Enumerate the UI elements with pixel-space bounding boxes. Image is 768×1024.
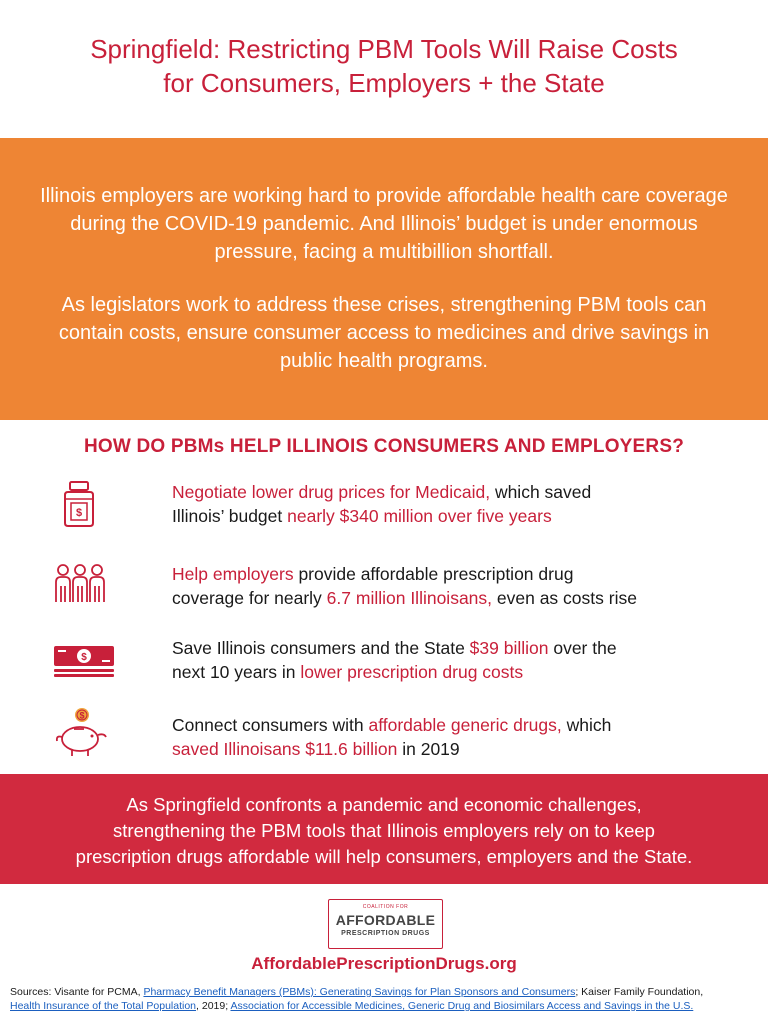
intro-paragraph-1: Illinois employers are working hard to provide affordable health care coverage during the COVID-19 pandemic. And Illinois’ budget is under enormous pressure, facing a multibillion shortfall. bbox=[40, 185, 728, 263]
source-link-health-insurance[interactable]: Health Insurance of the Total Population bbox=[10, 1000, 197, 1012]
coalition-logo bbox=[328, 899, 443, 949]
website-link[interactable]: AffordablePrescriptionDrugs.org bbox=[251, 954, 517, 973]
intro-panel bbox=[0, 138, 768, 420]
medicine-bottle-icon bbox=[52, 480, 108, 532]
benefit-text-part: provide affordable prescription drug bbox=[293, 564, 574, 584]
benefit-text-part: over the bbox=[548, 638, 617, 658]
closing-line: As Springfield confronts a pandemic and economic challenges, bbox=[126, 794, 642, 815]
closing-line: prescription drugs affordable will help consumers, employers and the State. bbox=[75, 846, 693, 867]
closing-line: strengthening the PBM tools that Illinois employers rely on to keep bbox=[113, 820, 655, 841]
benefit-text bbox=[172, 713, 732, 761]
svg-text:$: $ bbox=[75, 507, 83, 519]
benefit-highlight: lower prescription drug costs bbox=[300, 662, 524, 682]
sources-text: ; Kaiser Family Foundation, bbox=[575, 986, 704, 998]
logo-top-text: COALITION FOR bbox=[362, 904, 409, 910]
intro-paragraph-2: As legislators work to address these crises, strengthening PBM tools can contain costs, ensure consumer access to medicines and drive savings in public health programs. bbox=[58, 294, 710, 372]
benefit-highlight: 6.7 million Illinoisans, bbox=[326, 588, 493, 608]
money-stack-icon bbox=[52, 636, 108, 688]
benefit-text bbox=[172, 636, 732, 684]
title-line-1: Springfield: Restricting PBM Tools Will Raise Costs bbox=[90, 34, 678, 64]
benefit-item-generics bbox=[0, 710, 768, 773]
benefit-item-employers bbox=[0, 562, 768, 622]
benefit-text bbox=[172, 480, 732, 528]
sources-text: , 2019; bbox=[196, 1000, 231, 1012]
benefit-text-part: Connect consumers with bbox=[172, 715, 369, 735]
benefit-text-part: next 10 years in bbox=[172, 662, 301, 682]
piggy-bank-icon bbox=[52, 707, 108, 759]
benefit-text-part: in 2019 bbox=[397, 739, 460, 759]
benefit-highlight: Negotiate lower drug prices for Medicaid, bbox=[172, 482, 491, 502]
benefit-text-part: Save Illinois consumers and the State bbox=[172, 638, 470, 658]
section-heading: HOW DO PBMs HELP ILLINOIS CONSUMERS AND EMPLOYERS? bbox=[83, 436, 685, 457]
benefit-highlight: Help employers bbox=[172, 564, 294, 584]
source-link-pbm-savings[interactable]: Pharmacy Benefit Managers (PBMs): Generating Savings for Plan Sponsors and Consumers bbox=[143, 986, 576, 998]
benefit-highlight: nearly $340 million over five years bbox=[287, 506, 552, 526]
svg-text:$: $ bbox=[79, 710, 85, 721]
benefit-text-part: which bbox=[561, 715, 612, 735]
benefit-text-part: which saved bbox=[490, 482, 592, 502]
title-line-2: for Consumers, Employers + the State bbox=[163, 68, 605, 98]
benefit-item-medicaid bbox=[0, 480, 768, 540]
closing-text bbox=[10, 792, 758, 870]
closing-panel bbox=[0, 774, 768, 884]
benefit-text bbox=[172, 562, 732, 610]
benefit-text-part: Illinois’ budget bbox=[172, 506, 288, 526]
sources-text: Sources: Visante for PCMA, bbox=[10, 986, 144, 998]
page-title bbox=[0, 32, 768, 100]
sources-footnote bbox=[10, 985, 762, 1013]
logo-sub-text: PRESCRIPTION DRUGS bbox=[341, 930, 430, 937]
source-link-generic-drugs[interactable]: Association for Accessible Medicines, Generic Drug and Biosimilars Access and Savings in the U.S. bbox=[230, 1000, 694, 1012]
benefit-text-part: coverage for nearly bbox=[172, 588, 327, 608]
logo-main-text: AFFORDABLE bbox=[335, 912, 436, 928]
benefit-text-part: even as costs rise bbox=[492, 588, 637, 608]
benefit-highlight: $39 billion bbox=[469, 638, 549, 658]
benefit-highlight: saved Illinoisans $11.6 billion bbox=[172, 739, 398, 759]
people-group-icon bbox=[52, 562, 108, 614]
svg-text:$: $ bbox=[81, 652, 87, 663]
benefit-item-savings bbox=[0, 636, 768, 696]
benefit-highlight: affordable generic drugs, bbox=[368, 715, 562, 735]
